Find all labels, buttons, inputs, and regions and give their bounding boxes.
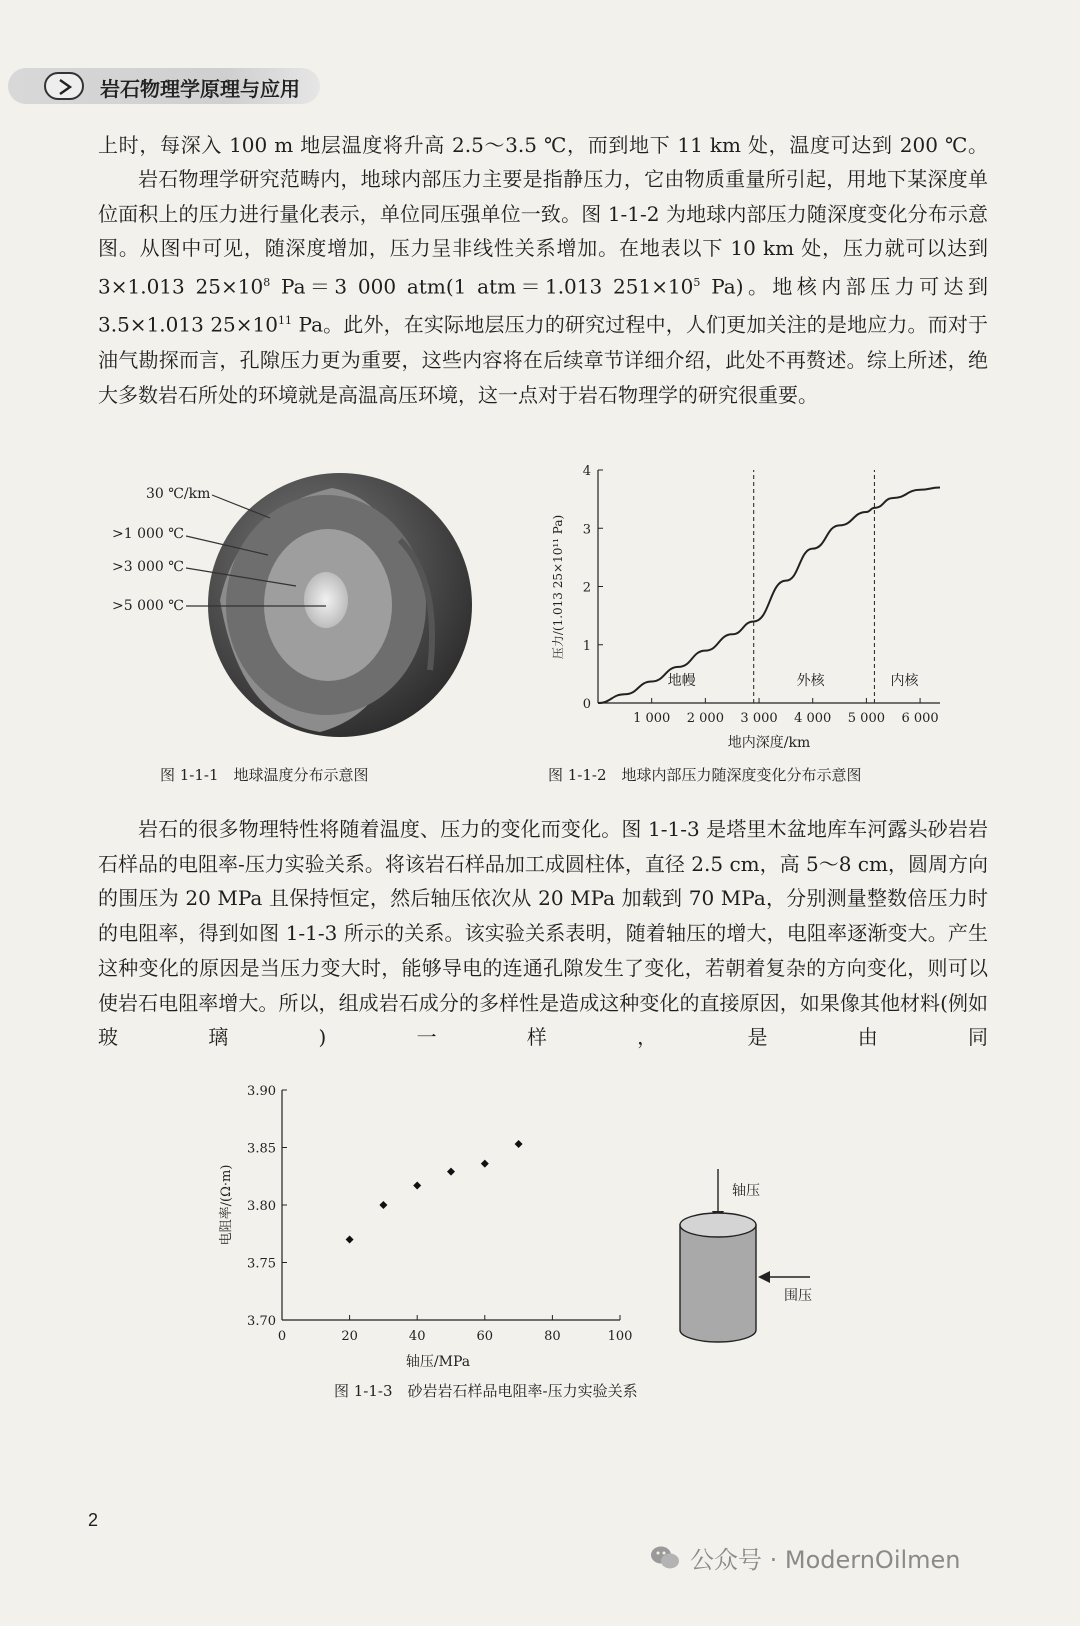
data-point	[481, 1160, 489, 1168]
y-tick-label: 3.90	[247, 1084, 276, 1099]
x-tick-label: 60	[476, 1329, 494, 1344]
text-run: Pa。此外，在实际地层压力的研究过程中，人们更加关注的是地应力。而对于油气勘探而言，孔隙压力更为重要，这些内容将在后续章节详细介绍，此处不再赘述。综上所述，绝大多数岩石所处的环境就是高温高压环境，这一点对于岩石物理学的研究很重要。	[98, 313, 989, 407]
y-tick-label: 4	[582, 464, 591, 479]
chevron-right-icon	[44, 72, 84, 100]
y-axis-label: 压力/(1.013 25×10¹¹ Pa)	[551, 514, 565, 660]
superscript: 8	[263, 276, 271, 290]
temp-label: 30 ℃/km	[146, 486, 211, 502]
paragraph-text	[98, 162, 988, 412]
running-header	[8, 68, 320, 104]
figure-caption: 图 1-1-3 砂岩岩石样品电阻率-压力实验关系	[334, 1382, 638, 1400]
y-tick-label: 0	[582, 697, 591, 712]
y-tick-label: 3.70	[247, 1314, 276, 1329]
x-tick-label: 80	[544, 1329, 561, 1344]
x-tick-label: 5 000	[847, 711, 886, 726]
wechat-icon	[650, 1545, 680, 1577]
paragraph-text: 上时，每深入 100 m 地层温度将升高 2.5～3.5 ℃，而到地下 11 km 处，温度可达到 200 ℃。	[98, 133, 988, 157]
superscript: 11	[278, 314, 292, 328]
x-tick-label: 6 000	[901, 711, 939, 726]
confining-pressure-label: 围压	[784, 1288, 812, 1304]
x-axis-label: 地内深度/km	[727, 735, 811, 751]
data-point	[413, 1181, 421, 1189]
superscript: 5	[693, 276, 701, 290]
earth-temperature-figure	[100, 470, 510, 750]
pressure-curve	[598, 487, 940, 703]
arrow-head-icon	[758, 1271, 770, 1283]
x-tick-label: 3 000	[740, 711, 778, 726]
temp-label: >1 000 ℃	[112, 526, 184, 542]
resistivity-pressure-chart	[210, 1080, 650, 1380]
axial-pressure-label: 轴压	[732, 1183, 760, 1199]
cylinder-specimen-diagram	[660, 1165, 820, 1355]
x-axis-label: 轴压/MPa	[405, 1354, 471, 1370]
x-tick-label: 20	[341, 1329, 358, 1344]
y-axis-label: 电阻率/(Ω·m)	[219, 1164, 234, 1246]
region-label-inner-core: 内核	[890, 673, 919, 689]
watermark-text: 公众号 · ModernOilmen	[690, 1546, 961, 1574]
data-point	[447, 1168, 455, 1176]
x-tick-label: 40	[408, 1329, 426, 1344]
x-tick-label: 4 000	[794, 711, 832, 726]
y-tick-label: 2	[582, 580, 591, 596]
data-point	[379, 1201, 387, 1209]
y-tick-label: 3	[582, 522, 591, 538]
paragraph-1	[98, 128, 988, 163]
y-tick-label: 3.85	[247, 1141, 276, 1157]
figure-caption: 图 1-1-1 地球温度分布示意图	[160, 766, 369, 784]
region-label-outer-core: 外核	[796, 673, 825, 689]
cylinder-top	[680, 1213, 756, 1237]
x-tick-label: 100	[607, 1329, 633, 1344]
figure-caption: 图 1-1-2 地球内部压力随深度变化分布示意图	[548, 766, 862, 784]
x-tick-label: 0	[277, 1329, 287, 1344]
inner-core-layer	[304, 572, 348, 628]
text-run: Pa＝3 000 atm(1 atm＝1.013 251×10	[270, 274, 694, 299]
paragraph-3	[98, 812, 988, 1055]
data-point	[515, 1140, 523, 1148]
paragraph-2	[98, 162, 988, 412]
data-point	[346, 1236, 354, 1244]
watermark	[650, 1540, 961, 1577]
paragraph-text: 岩石的很多物理特性将随着温度、压力的变化而变化。图 1-1-3 是塔里木盆地库车河露头砂岩岩石样品的电阻率-压力实验关系。将该岩石样品加工成圆柱体，直径 2.5 cm，高 5～8 cm，圆周方向的围压为 20 MPa 且保持恒定，然后轴压依次从 20 MPa 加载到 70 MPa，分别测量整数倍压力时的电阻率，得到如图 1-1-3 所示的关系。该实验关系表明，随着轴压的增大，电阻率逐渐变大。产生这种变化的原因是当压力变大时，能够导电的连通孔隙发生了变化，若朝着复杂的方向变化，则可以使岩石电阻率增大。所以，组成岩石成分的多样性是造成这种变化的直接原因，如果像其他材料(例如玻璃)一样，是由同	[98, 817, 988, 1050]
region-label-mantle: 地幔	[667, 673, 696, 689]
y-tick-label: 1	[582, 638, 591, 654]
temp-label: >5 000 ℃	[112, 598, 184, 614]
book-title: 岩石物理学原理与应用	[100, 77, 300, 101]
page-number: 2	[88, 1510, 99, 1530]
y-tick-label: 3.75	[247, 1256, 276, 1272]
x-tick-label: 2 000	[686, 711, 724, 726]
x-tick-label: 1 000	[633, 711, 671, 726]
temp-label: >3 000 ℃	[112, 559, 184, 575]
text-run: 岩石物理学研究范畴内，地球内部压力主要是指静压力，它由物质重量所引起，用地下某深度单位面积上的压力进行量化表示，单位同压强单位一致。图 1-1-2 为地球内部压力随深度变化分布示意图。从图中可见，随深度增加，压力呈非线性关系增加。在地表以下 10 km 处，压力就可以达到 3×1.013 25×10	[98, 167, 988, 299]
y-tick-label: 3.80	[247, 1199, 276, 1214]
text-run: Pa)。地核内部压力可达到 3.5×1.013 25×10	[98, 274, 988, 338]
pressure-depth-chart	[540, 455, 960, 755]
cylinder-body	[680, 1225, 756, 1342]
